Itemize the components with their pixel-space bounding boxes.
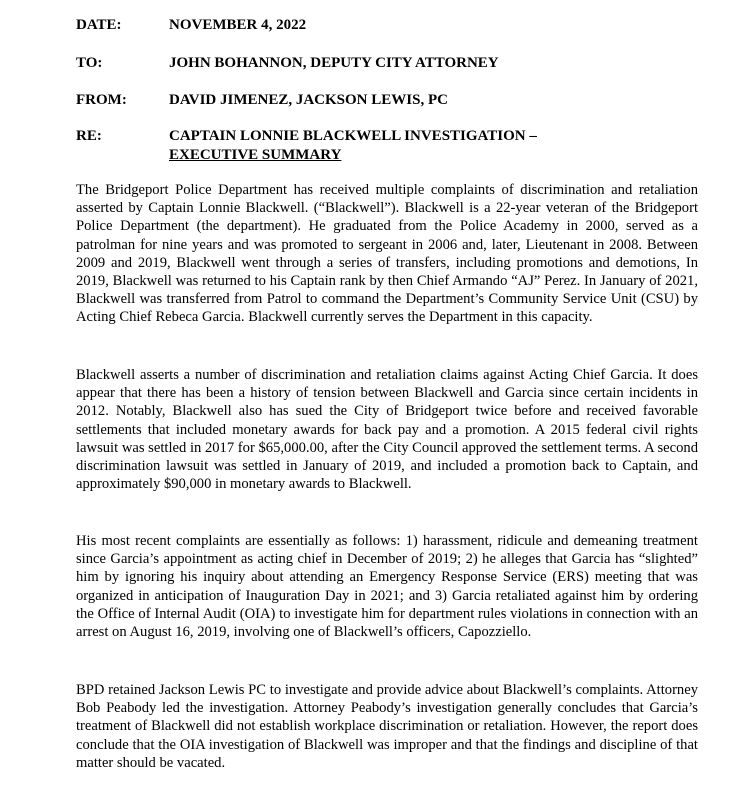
re-subject-line1: CAPTAIN LONNIE BLACKWELL INVESTIGATION – <box>169 128 537 144</box>
body-paragraph-2: Blackwell asserts a number of discrimination and retaliation claims against Acting Chief Garcia. It does appear that there has been a history of tension between Blackwell and Garcia since certain incidents in 2012. Notably, Blackwell also has sued the City of Bridgeport twice before and received favorable settlements that included monetary awards for back pay and a promotion. A 2015 federal civil rights lawsuit was settled in 2017 for $65,000.00, after the City Council approved the settlement terms. A second discrimination lawsuit was settled in January of 2019, and included a promotion back to Captain, and approximately $90,000 in monetary awards to Blackwell. <box>76 367 698 493</box>
date-label: DATE: <box>76 17 122 33</box>
re-subject-line2: EXECUTIVE SUMMARY <box>169 147 342 163</box>
date-value: NOVEMBER 4, 2022 <box>169 17 307 33</box>
body-paragraph-4: BPD retained Jackson Lewis PC to investigate and provide advice about Blackwell’s complaints. Attorney Bob Peabody led the investigation. Attorney Peabody’s investigation generally concludes that Garcia’s treatment of Blackwell did not establish workplace discrimination or retaliation. However, the report does conclude that the OIA investigation of Blackwell was improper and that the findings and discipline of that matter should be vacated. <box>76 682 698 771</box>
body-paragraph-3: His most recent complaints are essentially as follows: 1) harassment, ridicule and demeaning treatment since Garcia’s appointment as acting chief in December of 2019; 2) he alleges that Garcia has “slighted” him by ignoring his inquiry about attending an Emergency Response Service (ERS) meeting that was organized in anticipation of Inauguration Day in 2021; and 3) Garcia retaliated against him by ordering the Office of Internal Audit (OIA) to investigate him for department rules violations in connection with an arrest on August 16, 2019, involving one of Blackwell’s officers, Capozziello. <box>76 533 698 641</box>
from-value: DAVID JIMENEZ, JACKSON LEWIS, PC <box>169 92 448 108</box>
body-paragraph-1: The Bridgeport Police Department has received multiple complaints of discrimination and retaliation asserted by Captain Lonnie Blackwell. (“Blackwell”). Blackwell is a 22-year veteran of the Bridgeport Police Department (the department). He graduated from the Police Academy in 2000, served as a patrolman for nine years and was promoted to sergeant in 2006 and, later, Lieutenant in 2008. Between 2009 and 2019, Blackwell went through a series of transfers, including promotions and demotions, In 2019, Blackwell was returned to his Captain rank by then Chief Armando “AJ” Perez. In January of 2021, Blackwell was transferred from Patrol to command the Department’s Community Service Unit (CSU) by Acting Chief Rebeca Garcia. Blackwell currently serves the Department in this capacity. <box>76 182 698 326</box>
re-subject <box>169 127 537 165</box>
re-label: RE: <box>76 128 102 144</box>
from-label: FROM: <box>76 92 127 108</box>
to-value: JOHN BOHANNON, DEPUTY CITY ATTORNEY <box>169 55 499 71</box>
to-label: TO: <box>76 55 103 71</box>
